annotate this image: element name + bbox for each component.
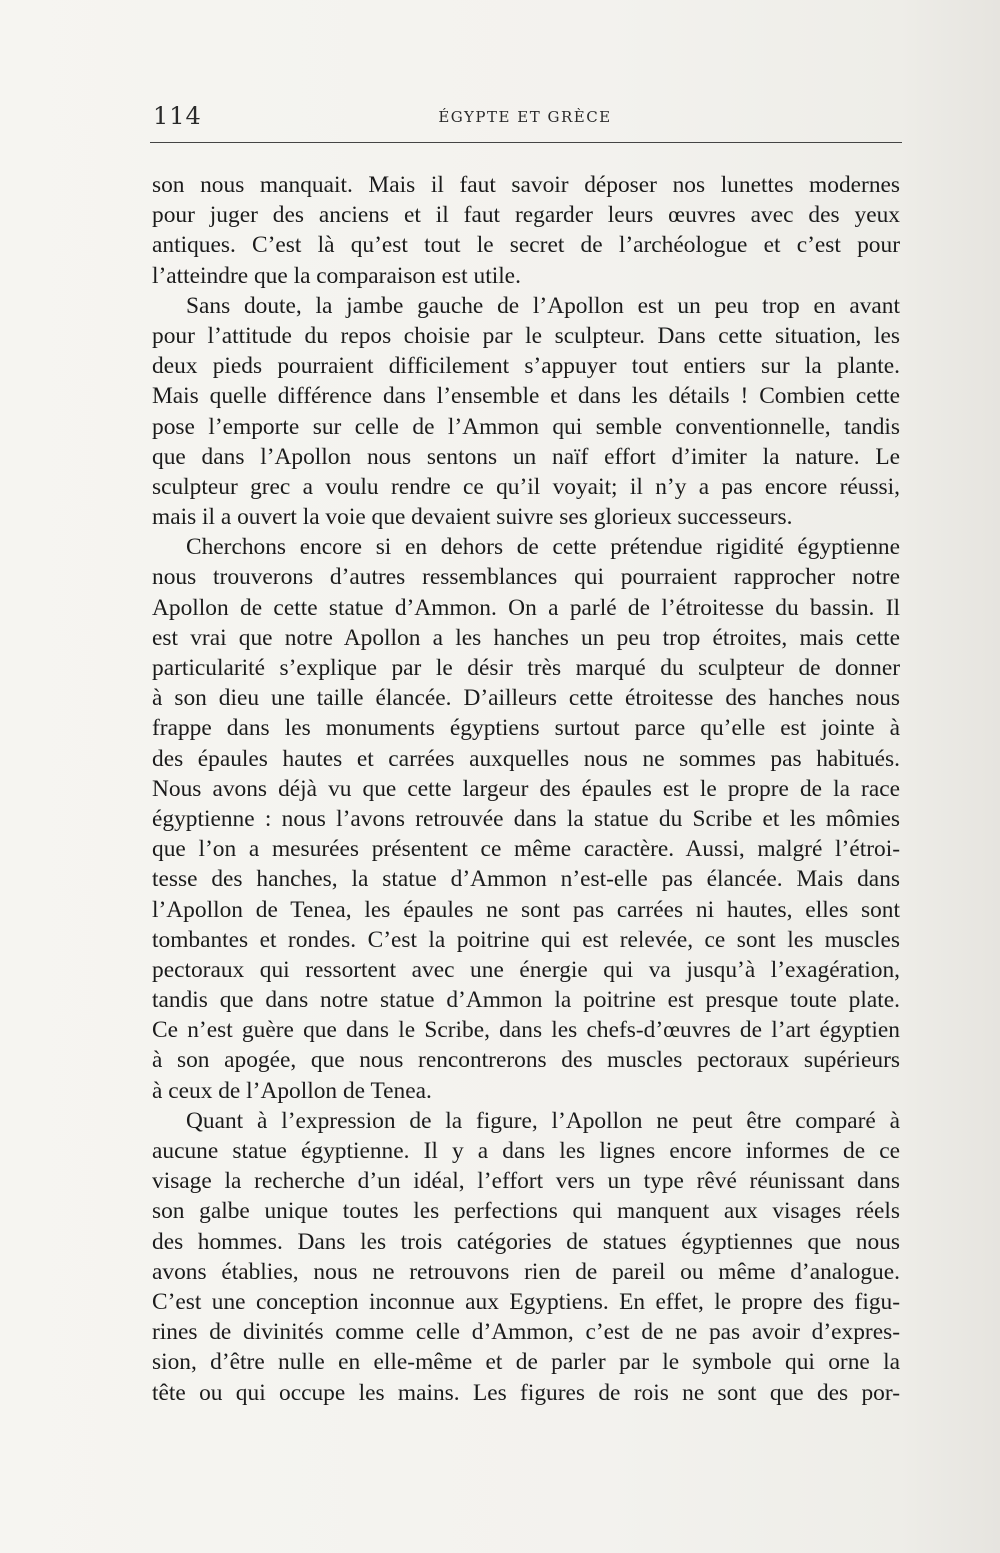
text-line: est vrai que notre Apollon a les hanches un peu trop étroites, mais cette bbox=[152, 624, 900, 651]
text-line: visage la recherche d’un idéal, l’effort vers un type rêvé réunissant dans bbox=[152, 1168, 900, 1195]
text-line: Mais quelle différence dans l’ensemble et dans les détails ! Combien cette bbox=[152, 383, 900, 410]
text-line: à son apogée, que nous rencontrerons des muscles pectoraux supérieurs bbox=[152, 1047, 900, 1074]
text-line: l’Apollon de Tenea, les épaules ne sont pas carrées ni hautes, elles sont bbox=[152, 896, 900, 923]
page-number: 114 bbox=[153, 102, 202, 130]
page-header bbox=[150, 100, 900, 140]
text-line: avons établies, nous ne retrouvons rien de pareil ou même d’analogue. bbox=[152, 1258, 900, 1285]
text-line: son nous manquait. Mais il faut savoir déposer nos lunettes modernes bbox=[152, 172, 900, 198]
text-line: tesse des hanches, la statue d’Ammon n’est-elle pas élancée. Mais dans bbox=[152, 866, 900, 893]
text-line: Nous avons déjà vu que cette largeur des épaules est le propre de la race bbox=[152, 775, 900, 802]
text-line: nous trouverons d’autres ressemblances qui pourraient rapprocher notre bbox=[152, 564, 900, 591]
text-line: que dans l’Apollon nous sentons un naïf effort d’imiter la nature. Le bbox=[152, 443, 900, 470]
text-line: pectoraux qui ressortent avec une énergie qui va jusqu’à l’exagération, bbox=[152, 956, 900, 983]
text-line: sion, d’être nulle en elle-même et de parler par le symbole qui orne la bbox=[152, 1349, 900, 1376]
body-text bbox=[152, 170, 900, 1408]
text-line: l’atteindre que la comparaison est utile. bbox=[152, 262, 521, 289]
text-line: deux pieds pourraient difficilement s’appuyer tout entiers sur la plante. bbox=[152, 353, 900, 380]
text-line: tombantes et rondes. C’est la poitrine qui est relevée, ce sont les muscles bbox=[152, 926, 900, 953]
text-line: C’est une conception inconnue aux Egyptiens. En effet, le propre des figu- bbox=[152, 1288, 900, 1315]
text-line: pour l’attitude du repos choisie par le sculpteur. Dans cette situation, les bbox=[152, 322, 900, 349]
text-line: mais il a ouvert la voie que devaient suivre ses glorieux successeurs. bbox=[152, 504, 793, 531]
text-line: Cherchons encore si en dehors de cette prétendue rigidité égyptienne bbox=[186, 534, 900, 561]
text-line: Apollon de cette statue d’Ammon. On a parlé de l’étroitesse du bassin. Il bbox=[152, 594, 900, 621]
text-line: Ce n’est guère que dans le Scribe, dans les chefs-d’œuvres de l’art égyptien bbox=[152, 1017, 900, 1044]
text-line: pose l’emporte sur celle de l’Ammon qui semble conventionnelle, tandis bbox=[152, 413, 900, 440]
running-title: ÉGYPTE ET GRÈCE bbox=[438, 108, 612, 126]
text-line: tandis que dans notre statue d’Ammon la poitrine est presque toute plate. bbox=[152, 987, 900, 1014]
text-line: des hommes. Dans les trois catégories de statues égyptiennes que nous bbox=[152, 1228, 900, 1255]
text-line: Quant à l’expression de la figure, l’Apollon ne peut être comparé à bbox=[186, 1107, 900, 1134]
text-line: Sans doute, la jambe gauche de l’Apollon est un peu trop en avant bbox=[186, 292, 900, 319]
text-line: aucune statue égyptienne. Il y a dans les lignes encore informes de ce bbox=[152, 1138, 900, 1164]
text-line: frappe dans les monuments égyptiens surtout parce qu’elle est jointe à bbox=[152, 715, 900, 742]
text-line: que l’on a mesurées présentent ce même caractère. Aussi, malgré l’étroi- bbox=[152, 836, 900, 863]
text-line: son galbe unique toutes les perfections qui manquent aux visages réels bbox=[152, 1198, 900, 1225]
text-line: sculpteur grec a voulu rendre ce qu’il voyait; il n’y a pas encore réussi, bbox=[152, 473, 900, 500]
text-line: pour juger des anciens et il faut regarder leurs œuvres avec des yeux bbox=[152, 202, 900, 229]
text-line: égyptienne : nous l’avons retrouvée dans la statue du Scribe et les mômies bbox=[152, 805, 900, 832]
text-line: rines de divinités comme celle d’Ammon, c’est de ne pas avoir d’expres- bbox=[152, 1319, 900, 1346]
text-line: des épaules hautes et carrées auxquelles nous ne sommes pas habitués. bbox=[152, 745, 900, 772]
header-rule bbox=[150, 142, 902, 143]
text-line: particularité s’explique par le désir très marqué du sculpteur de donner bbox=[152, 655, 900, 681]
text-line: à son dieu une taille élancée. D’ailleurs cette étroitesse des hanches nous bbox=[152, 685, 900, 712]
text-line: antiques. C’est là qu’est tout le secret de l’archéologue et c’est pour bbox=[152, 232, 900, 259]
text-line: tête ou qui occupe les mains. Les figures de rois ne sont que des por- bbox=[152, 1379, 900, 1406]
text-line: à ceux de l’Apollon de Tenea. bbox=[152, 1077, 432, 1104]
